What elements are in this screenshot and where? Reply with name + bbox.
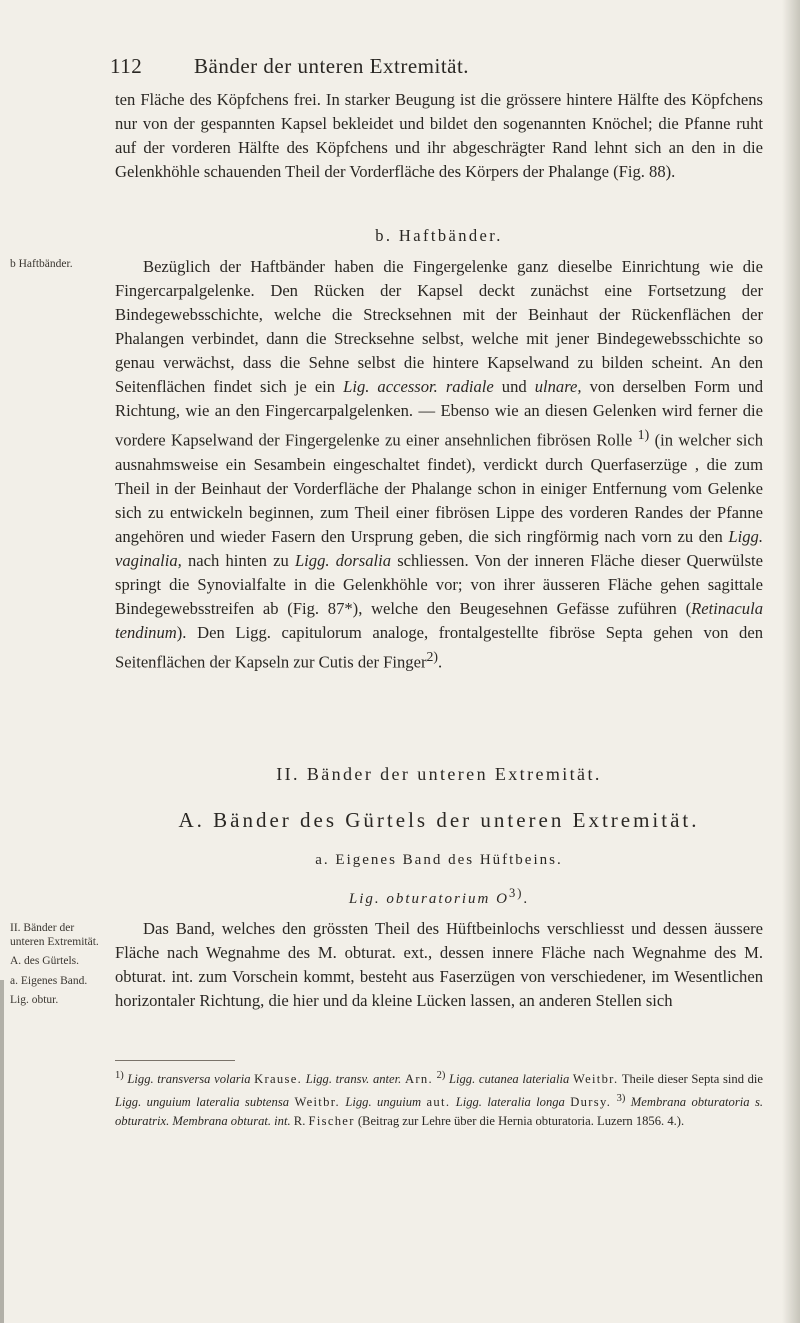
section-heading-a: a. Eigenes Band des Hüftbeins. bbox=[315, 852, 563, 868]
margin-note-haftbaender: b Haftbänder. bbox=[10, 258, 73, 270]
paragraph-1: ten Fläche des Köpfchens frei. In starker Beugung ist die grössere hintere Hälfte des Köpfchens nur von der gespannten Kapsel bekleidet und bildet den sogenannten Knöchel; die Pfanne ruht auf der vorderen Hälfte des Köpfchens und ihr abgeschrägter Rand lehnt sich an den in die Gelenkhöhle schauenden Theil der Vorderfläche des Körpers der Phalange (Fig. 88). bbox=[115, 90, 763, 181]
margin-notes-obtur: II. Bänder der unteren Extremität. A. des Gürtels. a. Eigenes Band. Lig. obtur. bbox=[10, 922, 99, 1006]
subheading-haftbaender: b. Haftbänder. bbox=[375, 226, 503, 245]
page-number: 112 bbox=[110, 54, 143, 78]
binding-edge bbox=[0, 980, 4, 1323]
section-heading-II: II. Bänder der unteren Extremität. bbox=[276, 764, 602, 784]
footnote-ref-2: 2) bbox=[426, 648, 439, 664]
footnotes: $^{1)}$ Ligg. transversa volaria Krause. Ligg. transv. anter. Arn. $^{2)}$ Ligg. cutanea laterialia Weitbr. Theile dieser Septa sind die Ligg. unguium lateralia subtensa Weitbr. Ligg. unguium aut. Ligg. lateralia longa Dursy. $^{3)}$ Membrana obturatoria s. obturatrix. Membrana obturat. int. R. Fischer (Beitrag zur Lehre über die Hernia obturatoria. Luzern 1856. 4.). bbox=[115, 1070, 764, 1129]
running-title: Bänder der unteren Extremität. bbox=[194, 54, 470, 78]
paragraph-3: Das Band, welches den grössten Theil des Hüftbeinlochs verschliesst und dessen äussere Fläche nach Wegnahme des M. obturat. ext., dessen innere Fläche nach Wegnahme des M. obturat. int. zum Vorschein kommt, besteht aus Faserzügen von verschiedener, im Wesentlichen horizontaler Richtung, die hier und da kleine Lücken lassen, an anderen Stellen sich bbox=[115, 919, 763, 1010]
section-heading-lig: Lig. obturatorium $O^{3)}$. bbox=[348, 886, 530, 907]
page-edge-shadow bbox=[782, 0, 800, 1323]
section-heading-A: A. Bänder des Gürtels der unteren Extremität. bbox=[178, 808, 700, 832]
footnote-ref-1: 1) bbox=[637, 427, 650, 442]
footnote-rule bbox=[115, 1060, 235, 1061]
paragraph-2: Bezüglich der Haftbänder haben die Fingergelenke ganz dieselbe Einrichtung wie die Fingercarpalgelenke. Den Rücken der Kapsel deckt zunächst eine Fortsetzung der Bindegewebsschichte, welche die Strecksehnen mit der Beinhaut der Rückenflächen der Phalangen verbindet, dann die Strecksehne selbst, welche mit jener Bindegewebsschichte so genau verwächst, dass die Sehne selbst die hintere Kapselwand zu bilden scheint. An den Seitenflächen findet sich je ein Lig. accessor. radiale und ulnare, von derselben Form und Richtung, wie an den Fingercarpalgelenken. — Ebenso wie an diesen Gelenken wird ferner die vordere Kapselwand der Fingergelenke zu einer ansehnlichen fibrösen Rolle $^{1)}$ (in welcher sich ausnahmsweise ein Sesambein eingeschaltet findet), verdickt durch Querfaserzüge , die zum Theil in der Beinhaut der Vorderfläche der Phalange schon in einiger Entfernung vom Gelenke sich zu entwickeln beginnen, zum Theil einer fibrösen Lippe des vorderen Randes der Pfanne angehören und wieder Fasern den Ursprung geben, die sich ringförmig nach vorn zu den Ligg. vaginalia, nach hinten zu Ligg. dorsalia schliessen. Von der inneren Fläche dieser Querwülste springt die Synovialfalte in die Gelenkhöhle vor; von ihrer äusseren Fläche gehen sagittale Bindegewebsstreifen ab (Fig. 87*), welche den Beugesehnen Gefässe zuführen (Retinacula tendinum). Den Ligg. capitulorum analoge, frontalgestellte fibröse Septa gehen von den Seitenflächen der Kapseln zur Cutis der Finger$^{2)}$. bbox=[115, 257, 764, 672]
page-header bbox=[110, 54, 760, 80]
